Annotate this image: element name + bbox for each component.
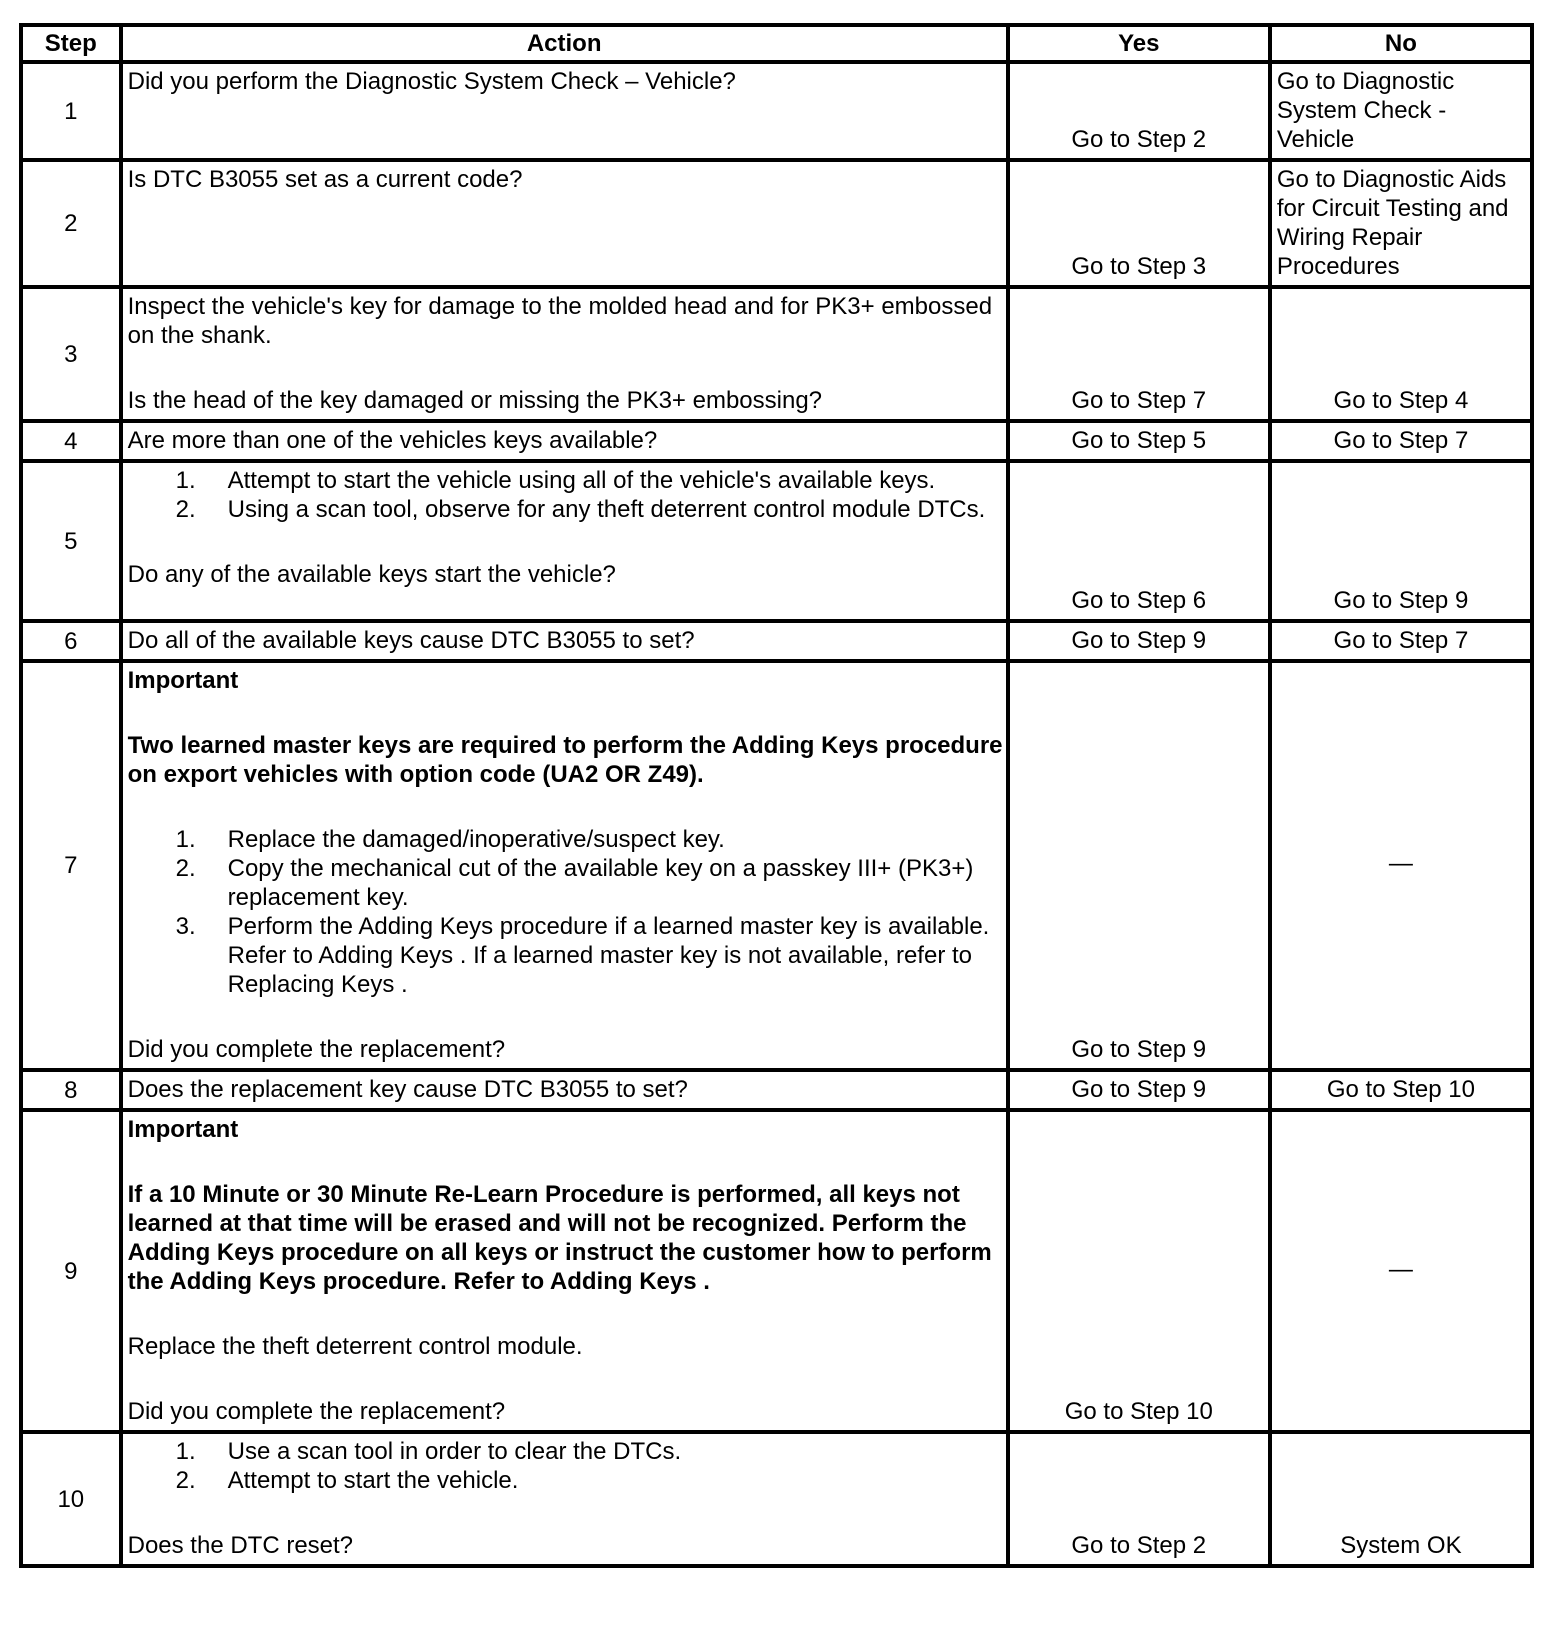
yes-result: Go to Step 6 (1008, 461, 1270, 621)
spacer (128, 999, 1004, 1035)
step-number: 9 (21, 1110, 121, 1432)
spacer (128, 1296, 1004, 1332)
important-heading: Important (127, 1116, 239, 1143)
important-note: Two learned master keys are required to perform the Adding Keys procedure on export vehicles with option code (UA2 OR Z49). (127, 732, 1003, 788)
spacer (128, 1495, 1004, 1531)
table-row (21, 1110, 1532, 1432)
no-result: Go to Step 9 (1270, 461, 1532, 621)
header-yes: Yes (1008, 25, 1270, 62)
table-row (21, 1070, 1532, 1110)
item-number: 1. (175, 1438, 196, 1465)
action-question: Does the DTC reset? (127, 1532, 354, 1559)
instruction-list (128, 466, 1004, 524)
step-number: 10 (21, 1432, 121, 1566)
no-result: Go to Step 10 (1270, 1070, 1532, 1110)
spacer (128, 1361, 1004, 1397)
action-cell (121, 1432, 1008, 1566)
list-item (128, 466, 1004, 495)
important-note: If a 10 Minute or 30 Minute Re-Learn Procedure is performed, all keys not learned at that time will be erased and will not be recognized. Perform the Adding Keys procedure on all keys or instruct the customer how to perform the Adding Keys procedure. Refer to Adding Keys . (127, 1181, 992, 1295)
instruction-list (128, 1437, 1004, 1495)
table-row (21, 287, 1532, 421)
action-text: Do all of the available keys cause DTC B3055 to set? (121, 621, 1008, 661)
yes-result: Go to Step 2 (1008, 1432, 1270, 1566)
header-no: No (1270, 25, 1532, 62)
item-text: Replace the damaged/inoperative/suspect key. (227, 826, 725, 853)
item-text: Use a scan tool in order to clear the DTCs. (227, 1438, 682, 1465)
item-number: 2. (175, 1467, 196, 1494)
table-row (21, 461, 1532, 621)
important-heading: Important (127, 667, 239, 694)
action-text: Are more than one of the vehicles keys available? (121, 421, 1008, 461)
action-intro: Inspect the vehicle's key for damage to the molded head and for PK3+ embossed on the shank. (127, 293, 993, 349)
action-text: Does the replacement key cause DTC B3055 to set? (121, 1070, 1008, 1110)
item-text: Using a scan tool, observe for any theft deterrent control module DTCs. (227, 496, 986, 523)
yes-result: Go to Step 7 (1008, 287, 1270, 421)
action-cell (121, 287, 1008, 421)
diagnostic-table (19, 23, 1534, 1568)
table-row (21, 1432, 1532, 1566)
action-text: Is DTC B3055 set as a current code? (121, 160, 1008, 287)
action-cell (121, 661, 1008, 1070)
table-row (21, 661, 1532, 1070)
table-row (21, 160, 1532, 287)
step-number: 1 (21, 62, 121, 160)
header-action: Action (121, 25, 1008, 62)
item-text: Perform the Adding Keys procedure if a learned master key is available. Refer to Adding Keys . If a learned master key is not available, refer to Replacing Keys . (227, 913, 990, 998)
list-item (128, 495, 1004, 524)
step-number: 8 (21, 1070, 121, 1110)
table-row (21, 62, 1532, 160)
yes-result: Go to Step 9 (1008, 621, 1270, 661)
item-number: 2. (175, 496, 196, 523)
spacer (128, 695, 1004, 731)
step-number: 6 (21, 621, 121, 661)
step-number: 5 (21, 461, 121, 621)
action-instruction: Replace the theft deterrent control module. (127, 1333, 583, 1360)
item-number: 3. (175, 913, 196, 940)
item-number: 2. (175, 855, 196, 882)
item-number: 1. (175, 467, 196, 494)
step-number: 7 (21, 661, 121, 1070)
item-text: Attempt to start the vehicle. (227, 1467, 519, 1494)
no-result: System OK (1270, 1432, 1532, 1566)
yes-result: Go to Step 3 (1008, 160, 1270, 287)
action-cell (121, 1110, 1008, 1432)
action-question: Is the head of the key damaged or missing the PK3+ embossing? (127, 387, 823, 414)
header-step: Step (21, 25, 121, 62)
list-item (128, 825, 1004, 854)
list-item (128, 1437, 1004, 1466)
action-cell (121, 461, 1008, 621)
spacer (128, 1144, 1004, 1180)
spacer (128, 350, 1004, 386)
no-result: Go to Step 7 (1270, 421, 1532, 461)
yes-result: Go to Step 5 (1008, 421, 1270, 461)
yes-result: Go to Step 10 (1008, 1110, 1270, 1432)
list-item (128, 912, 1004, 999)
item-text: Copy the mechanical cut of the available key on a passkey III+ (PK3+) replacement key. (227, 855, 974, 911)
action-question: Did you complete the replacement? (127, 1398, 506, 1425)
spacer (128, 789, 1004, 825)
step-number: 4 (21, 421, 121, 461)
table-row (21, 421, 1532, 461)
no-result: Go to Step 7 (1270, 621, 1532, 661)
item-text: Attempt to start the vehicle using all of the vehicle's available keys. (227, 467, 936, 494)
instruction-list (128, 825, 1004, 999)
no-result: Go to Diagnostic Aids for Circuit Testing and Wiring Repair Procedures (1270, 160, 1532, 287)
action-question: Did you complete the replacement? (127, 1036, 506, 1063)
action-question: Do any of the available keys start the vehicle? (127, 561, 616, 588)
step-number: 2 (21, 160, 121, 287)
list-item (128, 1466, 1004, 1495)
spacer (128, 524, 1004, 560)
yes-result: Go to Step 2 (1008, 62, 1270, 160)
no-result: Go to Diagnostic System Check - Vehicle (1270, 62, 1532, 160)
table-row (21, 621, 1532, 661)
item-number: 1. (175, 826, 196, 853)
step-number: 3 (21, 287, 121, 421)
no-result: Go to Step 4 (1270, 287, 1532, 421)
no-result: — (1270, 661, 1532, 1070)
list-item (128, 854, 1004, 912)
yes-result: Go to Step 9 (1008, 661, 1270, 1070)
action-text: Did you perform the Diagnostic System Check – Vehicle? (121, 62, 1008, 160)
no-result: — (1270, 1110, 1532, 1432)
yes-result: Go to Step 9 (1008, 1070, 1270, 1110)
header-row (21, 25, 1532, 62)
